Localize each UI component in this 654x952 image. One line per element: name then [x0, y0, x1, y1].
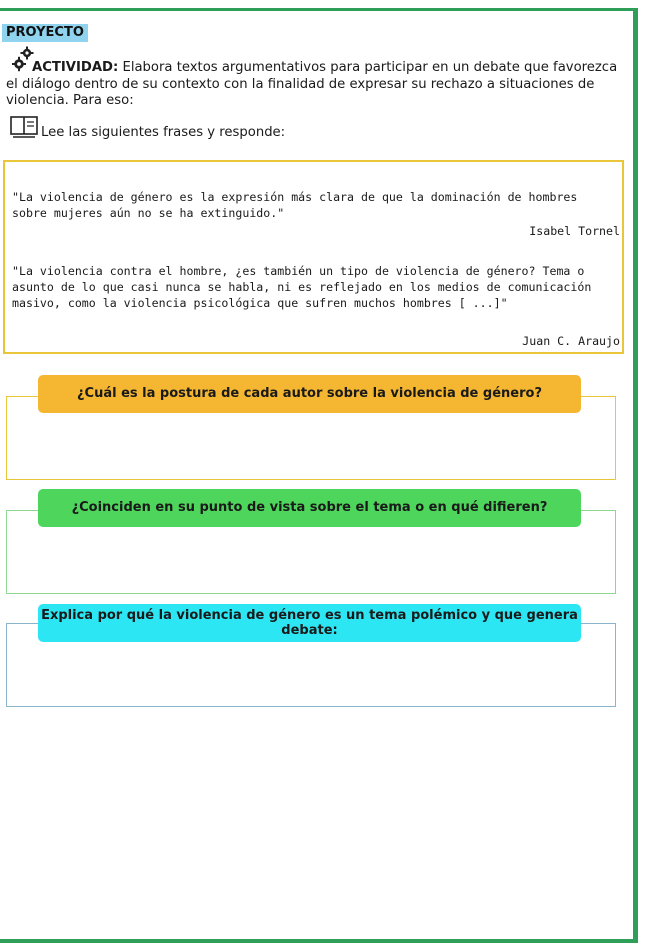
quote-1-text: "La violencia de género es la expresión más clara de que la dominación de hombres sobre mujeres aún no se ha extinguido.": [12, 190, 578, 221]
quote-2-author: Juan C. Araujo: [522, 334, 620, 348]
book-icon: [10, 116, 38, 138]
quote-1-author: Isabel Tornel: [529, 224, 620, 238]
activity-text: Elabora textos argumentativos para participar en un debate que favorezca el diálogo dentro de su contexto con la finalidad de expresar su rechazo a situaciones de violencia. Para eso:: [6, 60, 618, 108]
instruction-text: Lee las siguientes frases y responde:: [41, 125, 286, 140]
question-3-banner: Explica por qué la violencia de género es un tema polémico y que genera debate:: [38, 604, 581, 642]
activity-paragraph: [6, 60, 618, 110]
question-2-banner: ¿Coinciden en su punto de vista sobre el tema o en qué difieren?: [38, 489, 581, 527]
project-badge: PROYECTO: [2, 24, 88, 42]
question-1-banner: ¿Cuál es la postura de cada autor sobre la violencia de género?: [38, 375, 581, 413]
quote-2-text: "La violencia contra el hombre, ¿es también un tipo de violencia de género? Tema o asunto de lo que casi nunca se habla, ni es reflejado en los medios de comunicación masivo, como la violencia psicológica que sufren muchos hombres [ ...]": [12, 264, 592, 311]
activity-label: ACTIVIDAD:: [32, 60, 119, 75]
